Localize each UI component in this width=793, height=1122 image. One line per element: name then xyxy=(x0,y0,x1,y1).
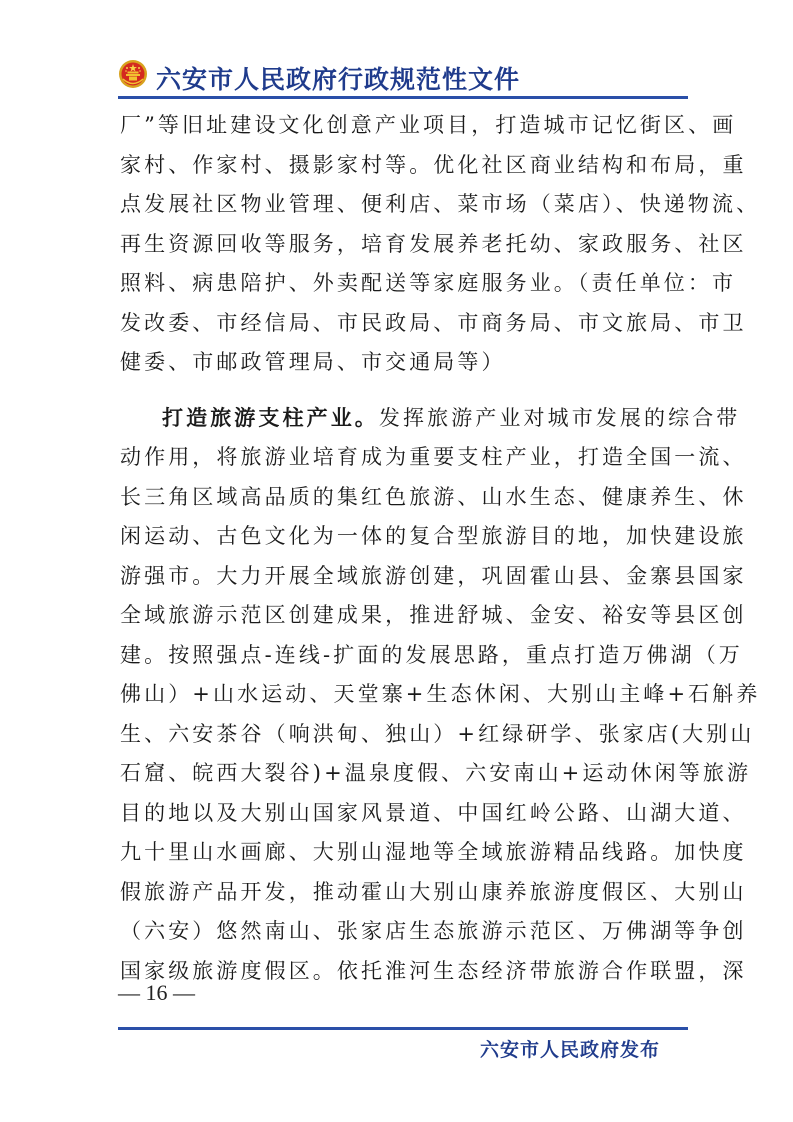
national-emblem-icon xyxy=(118,59,148,89)
text-line: 九十里山水画廊、大别山湿地等全域旅游精品线路。加快度 xyxy=(120,840,747,864)
section-heading: 打造旅游支柱产业。 xyxy=(162,404,379,430)
text-line: 健委、市邮政管理局、市交通局等） xyxy=(120,350,506,374)
text-line: 国家级旅游度假区。依托淮河生态经济带旅游合作联盟，深 xyxy=(120,958,747,983)
text-line-rest: 发挥旅游产业对城市发展的综合带 xyxy=(378,405,741,430)
text-line: 照料、病患陪护、外卖配送等家庭服务业。（责任单位：市 xyxy=(120,271,737,295)
text-line: 闲运动、古色文化为一体的复合型旅游目的地，加快建设旅 xyxy=(120,524,747,548)
header-divider xyxy=(118,96,688,99)
footer-divider xyxy=(118,1027,688,1030)
text-line: 家村、作家村、摄影家村等。优化社区商业结构和布局，重 xyxy=(120,152,747,177)
footer-publisher: 六安市人民政府发布 xyxy=(480,1039,661,1061)
paragraph-first-line xyxy=(120,398,741,439)
text-line: 生、六安茶谷（响洪甸、独山）+红绿研学、张家店(大别山 xyxy=(120,721,755,746)
document-header xyxy=(118,56,688,96)
text-line: 厂”等旧址建设文化创意产业项目，打造城市记忆街区、画 xyxy=(120,113,737,137)
text-line: 发改委、市经信局、市民政局、市商务局、市文旅局、市卫 xyxy=(120,310,747,335)
text-line: （六安）悠然南山、张家店生态旅游示范区、万佛湖等争创 xyxy=(120,919,747,943)
header-title: 六安市人民政府行政规范性文件 xyxy=(156,65,521,94)
text-line: 全域旅游示范区创建成果，推进舒城、金安、裕安等县区创 xyxy=(120,603,747,627)
text-line: 石窟、皖西大裂谷)+温泉度假、六安南山+运动休闲等旅游 xyxy=(120,761,752,785)
text-line: 游强市。大力开展全域旅游创建，巩固霍山县、金寨县国家 xyxy=(120,563,747,588)
text-line: 再生资源回收等服务，培育发展养老托幼、家政服务、社区 xyxy=(120,231,747,256)
page-number: — 16 — xyxy=(118,980,195,1005)
text-line: 假旅游产品开发，推动霍山大别山康养旅游度假区、大别山 xyxy=(120,879,747,904)
text-line: 点发展社区物业管理、便利店、菜市场（菜店）、快递物流、 xyxy=(120,192,761,216)
document-body xyxy=(120,106,761,991)
text-line: 长三角区域高品质的集红色旅游、山水生态、健康养生、休 xyxy=(120,484,747,509)
text-line: 佛山）+山水运动、天堂寨+生态休闲、大别山主峰+石斛养 xyxy=(120,682,761,706)
text-line: 建。按照强点-连线-扩面的发展思路，重点打造万佛湖（万 xyxy=(120,642,743,667)
text-line: 目的地以及大别山国家风景道、中国红岭公路、山湖大道、 xyxy=(120,800,747,825)
text-line: 动作用，将旅游业培育成为重要支柱产业，打造全国一流、 xyxy=(120,445,747,469)
